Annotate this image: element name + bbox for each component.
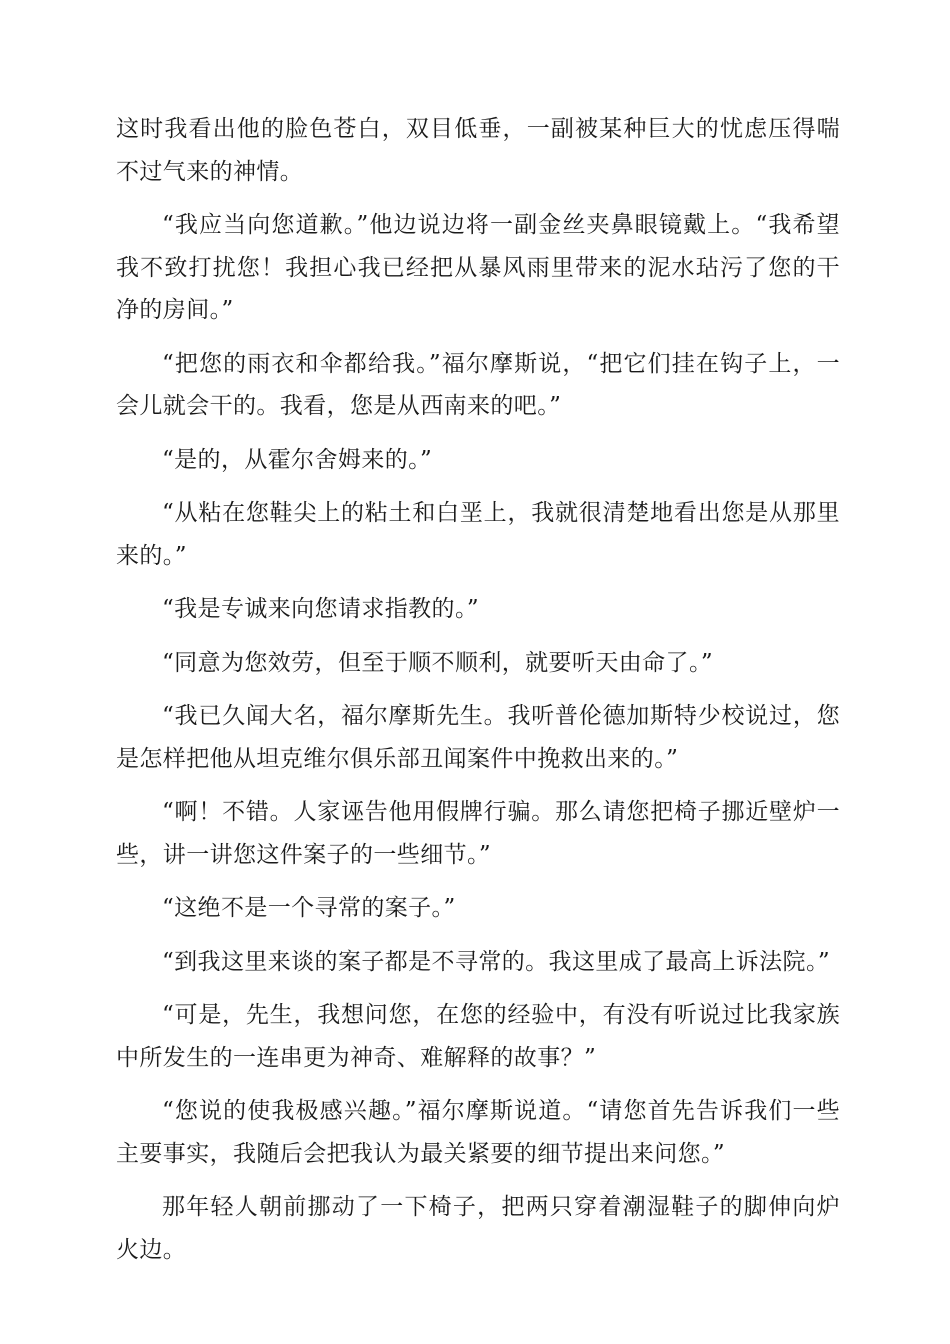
paragraph-14: 那年轻人朝前挪动了一下椅子，把两只穿着潮湿鞋子的脚伸向炉火边。: [116, 1194, 840, 1263]
paragraph-6: “我是专诚来向您请求指教的。”: [162, 596, 480, 622]
document-body: [116, 108, 840, 1282]
paragraph-8: “我已久闻大名，福尔摩斯先生。我听普伦德加斯特少校说过，您是怎样把他从坦克维尔俱乐部丑闻案件中挽救出来的。”: [116, 703, 840, 772]
paragraph-13: “您说的使我极感兴趣。”福尔摩斯说道。“请您首先告诉我们一些主要事实，我随后会把我认为最关紧要的细节提出来问您。”: [116, 1098, 840, 1167]
paragraph-11: “到我这里来谈的案子都是不寻常的。我这里成了最高上诉法院。”: [162, 948, 831, 975]
paragraph-2: “我应当向您道歉。”他边说边将一副金丝夹鼻眼镜戴上。“我希望我不致打扰您！我担心我已经把从暴风雨里带来的泥水玷污了您的干净的房间。”: [116, 212, 840, 323]
paragraph-12: “可是，先生，我想问您，在您的经验中，有没有听说过比我家族中所发生的一连串更为神奇、难解释的故事？”: [116, 1002, 840, 1071]
paragraph-10: “这绝不是一个寻常的案子。”: [162, 895, 456, 921]
paragraph-3: “把您的雨衣和伞都给我。”福尔摩斯说，“把它们挂在钩子上，一会儿就会干的。我看，您是从西南来的吧。”: [116, 350, 840, 419]
paragraph-9: “啊！不错。人家诬告他用假牌行骗。那么请您把椅子挪近壁炉一些，讲一讲您这件案子的一些细节。”: [116, 799, 840, 868]
paragraph-1: 这时我看出他的脸色苍白，双目低垂，一副被某种巨大的忧虑压得喘不过气来的神情。: [116, 116, 840, 185]
paragraph-5: “从粘在您鞋尖上的粘土和白垩上，我就很清楚地看出您是从那里来的。”: [116, 500, 840, 569]
paragraph-7: “同意为您效劳，但至于顺不顺利，就要听天由命了。”: [162, 649, 714, 676]
paragraph-4: “是的，从霍尔舍姆来的。”: [162, 446, 433, 473]
